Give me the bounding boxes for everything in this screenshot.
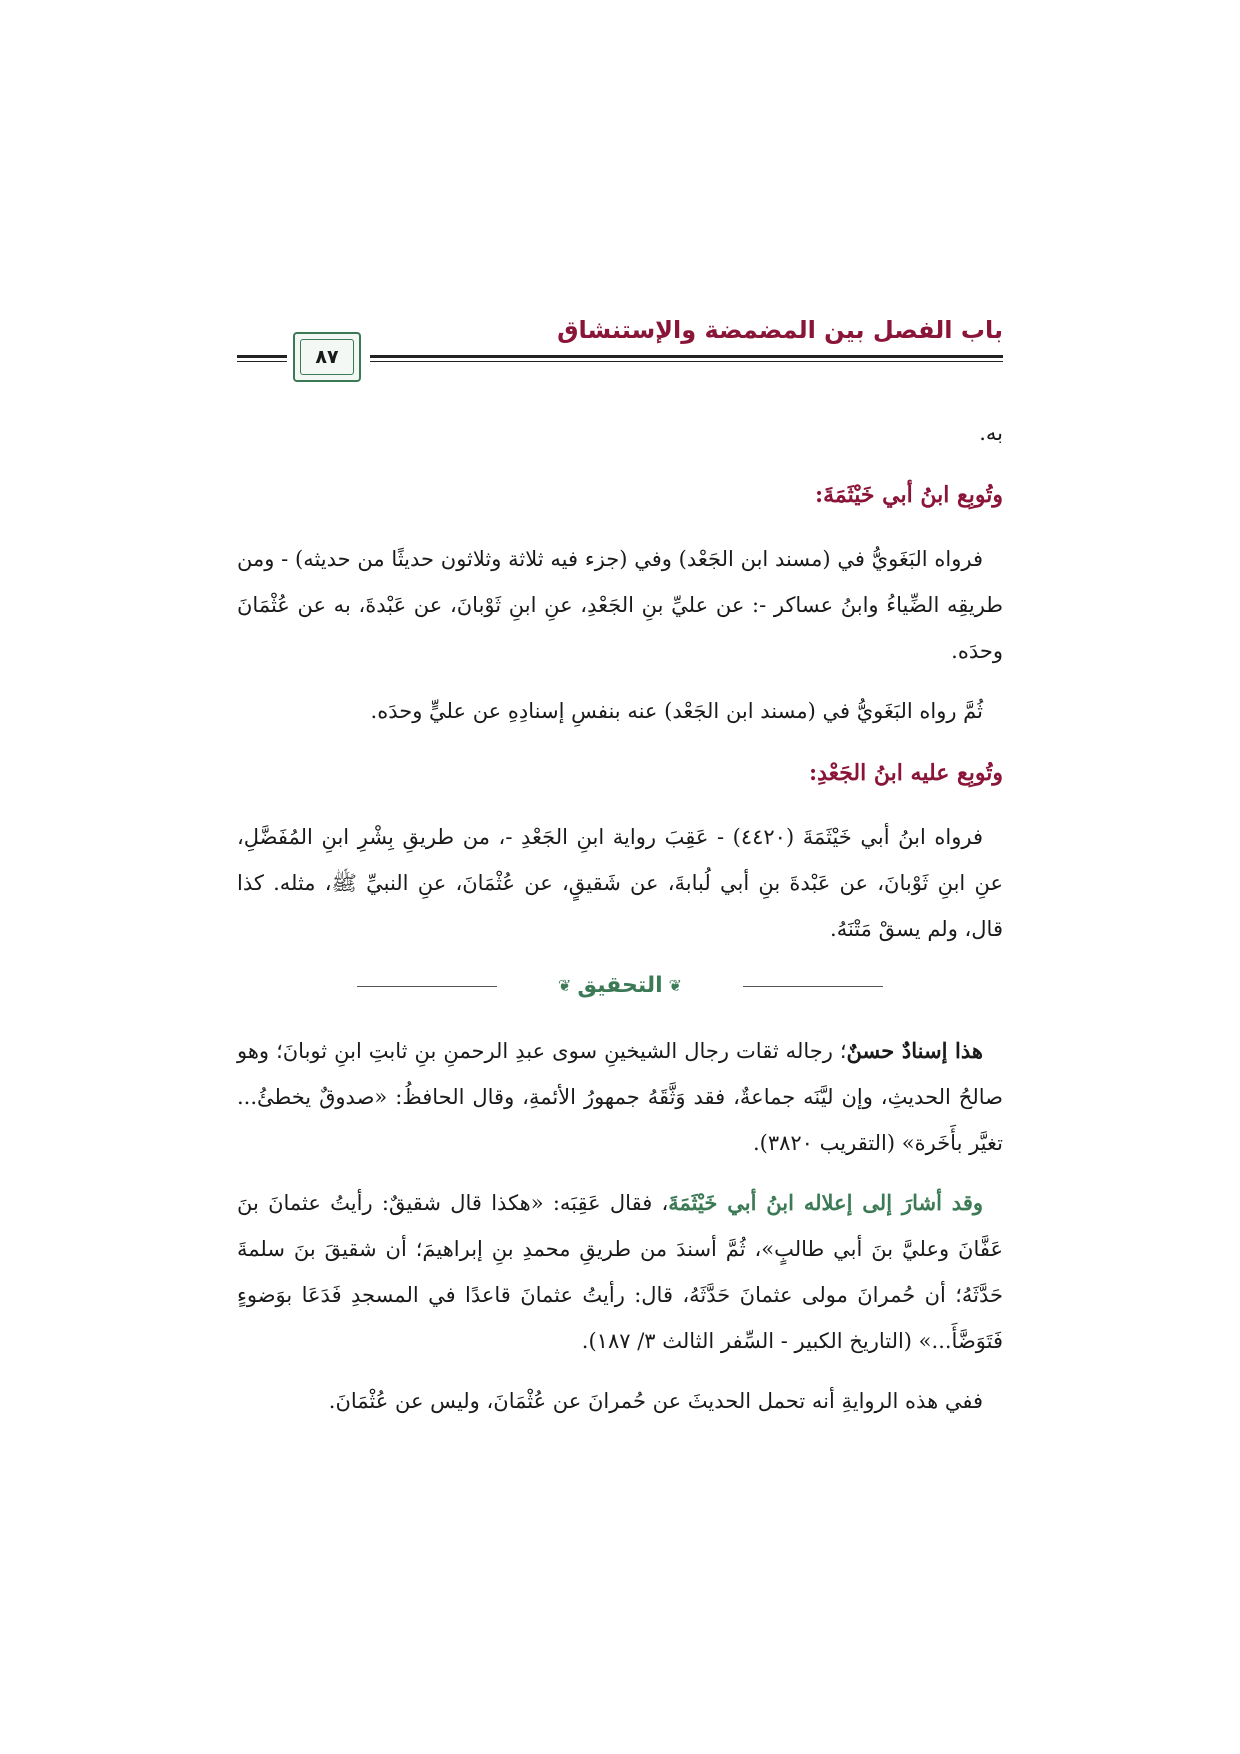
paragraph: ثُمَّ رواه البَغَويُّ في (مسند ابن الجَعْد) عنه بنفسِ إسنادِهِ عن عليٍّ وحدَه. (370, 699, 983, 723)
divider-title: التحقيق (577, 973, 663, 998)
paragraph (237, 1028, 1003, 1166)
header-rule-left-thin (237, 361, 287, 362)
body-line: به. (979, 421, 1003, 445)
page-body (237, 410, 1003, 1438)
paragraph-text: ، فقال عَقِبَه: «هكذا قال شقيقٌ: رأيتُ عثمانَ بنَ عَفَّانَ وعليَّ بنَ أبي طالبٍ»، ثُمَّ أسندَ من طريقِ محمدِ بنِ إبراهيمَ؛ أن شقيقَ بنَ سلمةَ حَدَّثَهُ؛ أن حُمرانَ مولى عثمانَ حَدَّثَهُ، قال: رأيتُ عثمانَ قاعدًا في المسجدِ فَدَعَا بوَضوءٍ فَتَوَضَّأَ...» (التاريخ الكبير - السِّفر الثالث ٣/ ١٨٧). (237, 1191, 1003, 1353)
paragraph: فرواه البَغَويُّ في (مسند ابن الجَعْد) وفي (جزء فيه ثلاثة وثلاثون حديثًا من حديثه) - ومن طريقِه الضِّياءُ وابنُ عساكر -: عن عليِّ بنِ الجَعْدِ، عنِ ابنِ ثَوْبانَ، عن عَبْدةَ، به عن عُثْمَانَ وحدَه. (237, 547, 1003, 663)
header-rule-thin (370, 361, 1003, 362)
ornament-icon: ❦ (668, 976, 683, 995)
paragraph: ففي هذه الروايةِ أنه تحمل الحديثَ عن حُمرانَ عن عُثْمَانَ، وليس عن عُثْمَانَ. (328, 1389, 983, 1413)
section-divider (237, 966, 1003, 1006)
highlighted-phrase: وقد أشارَ إلى إعلاله ابنُ أبي خَيْثَمَةَ (668, 1190, 983, 1215)
header-rule-thick (370, 355, 1003, 358)
paragraph: فرواه ابنُ أبي خَيْثَمَةَ (٤٤٢٠) - عَقِبَ رواية ابنِ الجَعْدِ -، من طريقِ بِشْرِ ابنِ المُفَضَّلِ، عنِ ابنِ ثَوْبانَ، عن عَبْدةَ بنِ أبي لُبابةَ، عن شَقيقٍ، عن عُثْمَانَ، عنِ النبيِّ ﷺ، مثله. كذا قال، ولم يسقْ مَتْنَهُ. (237, 825, 1003, 941)
section-heading: وتُوبِع عليه ابنُ الجَعْدِ: (808, 760, 1003, 786)
header-rule-left-thick (237, 355, 287, 358)
ornament-icon: ❦ (557, 976, 572, 995)
page-number: ٨٧ (300, 339, 354, 375)
divider-line (357, 986, 497, 987)
chapter-title: باب الفصل بين المضمضة والإستنشاق (557, 316, 1003, 344)
bold-phrase: هذا إسنادٌ حسنٌ (846, 1038, 983, 1063)
page-number-badge (293, 332, 361, 382)
section-heading: وتُوبِع ابنُ أبي خَيْثَمَةَ: (815, 482, 1003, 508)
divider-line (743, 986, 883, 987)
paragraph-text: ؛ رجاله ثقات رجال الشيخينِ سوى عبدِ الرحمنِ بنِ ثابتِ ابنِ ثوبانَ؛ وهو صالحُ الحديثِ، وإن ليَّنَه جماعةٌ، فقد وَثَّقَهُ جمهورُ الأئمةِ، وقال الحافظُ: «صدوقٌ يخطئُ... تغيَّر بأَخَرة» (التقريب ٣٨٢٠). (237, 1039, 1003, 1155)
paragraph (237, 1180, 1003, 1364)
